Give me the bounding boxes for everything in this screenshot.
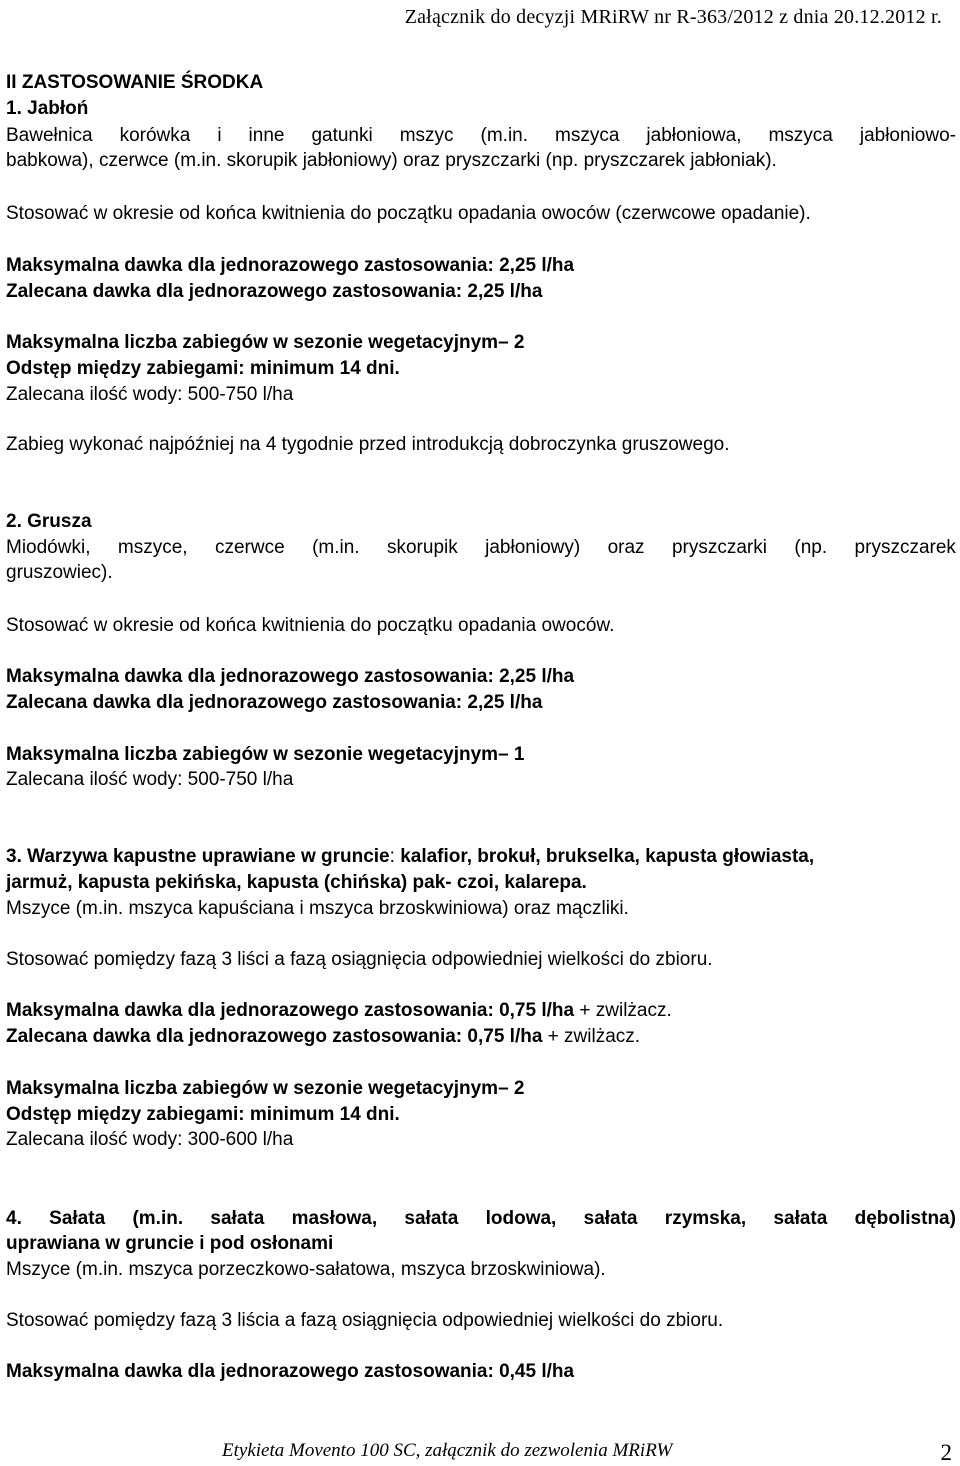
document-footer: Etykieta Movento 100 SC, załącznik do zezwolenia MRiRW (222, 1440, 673, 1461)
word: sałata (210, 1208, 265, 1229)
word: sałata (773, 1208, 828, 1229)
brassica-max-dose-suffix: + zwilżacz. (574, 1000, 672, 1021)
brassica-timing: Stosować pomiędzy fazą 3 liści a fazą osiągnięcia odpowiedniej wielkości do zbioru. (6, 949, 713, 970)
brassica-rec-dose-line (6, 1026, 640, 1048)
brassica-title-colon: : (389, 846, 401, 867)
brassica-interval: Odstęp między zabiegami: minimum 14 dni. (6, 1104, 400, 1125)
brassica-pests: Mszyce (m.in. mszyca kapuściana i mszyca brzoskwiniowa) oraz mączliki. (6, 898, 629, 919)
word: sałata (404, 1208, 459, 1229)
brassica-rec-dose-suffix: + zwilżacz. (542, 1026, 641, 1047)
word: jabłoniowy) (485, 537, 581, 558)
word: skorupik (386, 537, 458, 558)
crop-title-pear: 2. Grusza (6, 511, 92, 532)
word: inne (248, 125, 285, 146)
section-title: II ZASTOSOWANIE ŚRODKA (6, 72, 264, 93)
brassica-max-treatments: Maksymalna liczba zabiegów w sezonie wegetacyjnym– 2 (6, 1078, 525, 1099)
crop-title-lettuce-line-2: uprawiana w gruncie i pod osłonami (6, 1233, 334, 1254)
word: (m.in. (312, 537, 360, 558)
word: (m.in. (480, 125, 529, 146)
pear-timing: Stosować w okresie od końca kwitnienia do początku opadania owoców. (6, 615, 615, 636)
apple-recommended-dose: Zalecana dawka dla jednorazowego zastosowania: 2,25 l/ha (6, 281, 543, 302)
word: Bawełnica (6, 125, 93, 146)
word: Miodówki, (6, 537, 91, 558)
lettuce-timing: Stosować pomiędzy fazą 3 liścia a fazą osiągnięcia odpowiedniej wielkości do zbioru. (6, 1310, 724, 1331)
pear-pests-line-1 (6, 537, 956, 559)
word: Sałata (49, 1208, 106, 1229)
apple-timing: Stosować w okresie od końca kwitnienia do początku opadania owoców (czerwcowe opadanie). (6, 203, 811, 224)
brassica-title-crops: kalafior, brokuł, brukselka, kapusta głowiasta, (400, 846, 815, 867)
word: mszyca (768, 125, 833, 146)
apple-pests-line-1 (6, 125, 956, 147)
pear-water-volume: Zalecana ilość wody: 500-750 l/ha (6, 769, 294, 790)
apple-note: Zabieg wykonać najpóźniej na 4 tygodnie przed introdukcją dobroczynka gruszowego. (6, 434, 730, 455)
lettuce-max-dose: Maksymalna dawka dla jednorazowego zastosowania: 0,45 l/ha (6, 1361, 575, 1382)
page-number: 2 (940, 1440, 952, 1465)
word: sałata (583, 1208, 638, 1229)
brassica-max-dose-line (6, 1000, 672, 1022)
word: jabłoniowa, (646, 125, 742, 146)
word: (np. (794, 537, 828, 558)
brassica-water-volume: Zalecana ilość wody: 300-600 l/ha (6, 1129, 294, 1150)
brassica-recommended-dose: Zalecana dawka dla jednorazowego zastosowania: 0,75 l/ha (6, 1026, 543, 1047)
crop-title-brassica-line-1 (6, 846, 814, 868)
pear-recommended-dose: Zalecana dawka dla jednorazowego zastosowania: 2,25 l/ha (6, 692, 543, 713)
document-header: Załącznik do decyzji MRiRW nr R-363/2012 z dnia 20.12.2012 r. (404, 6, 942, 28)
word: korówka (119, 125, 191, 146)
apple-max-treatments: Maksymalna liczba zabiegów w sezonie wegetacyjnym– 2 (6, 332, 525, 353)
word: dębolistna) (854, 1208, 956, 1229)
word: lodowa, (485, 1208, 557, 1229)
pear-max-dose: Maksymalna dawka dla jednorazowego zastosowania: 2,25 l/ha (6, 666, 575, 687)
word: pryszczarek (854, 537, 956, 558)
lettuce-pests: Mszyce (m.in. mszyca porzeczkowo-sałatowa, mszyca brzoskwiniowa). (6, 1259, 606, 1280)
pear-pests-line-2: gruszowiec). (6, 562, 113, 583)
pear-max-treatments: Maksymalna liczba zabiegów w sezonie wegetacyjnym– 1 (6, 744, 525, 765)
word: (m.in. (132, 1208, 184, 1229)
word: mszyc (399, 125, 454, 146)
word: i (217, 125, 222, 146)
crop-title-apple: 1. Jabłoń (6, 98, 89, 119)
word: oraz (607, 537, 645, 558)
word: 4. (6, 1208, 22, 1229)
word: pryszczarki (671, 537, 767, 558)
apple-water-volume: Zalecana ilość wody: 500-750 l/ha (6, 384, 294, 405)
word: gatunki (311, 125, 373, 146)
brassica-max-dose: Maksymalna dawka dla jednorazowego zastosowania: 0,75 l/ha (6, 1000, 575, 1021)
crop-title-brassica-line-2: jarmuż, kapusta pekińska, kapusta (chińska) pak- czoi, kalarepa. (6, 872, 587, 893)
crop-title-lettuce-line-1 (6, 1208, 956, 1230)
brassica-title-main: 3. Warzywa kapustne uprawiane w gruncie (6, 846, 390, 867)
word: mszyce, (117, 537, 188, 558)
word: rzymska, (664, 1208, 747, 1229)
word: jabłoniowo- (859, 125, 956, 146)
word: masłowa, (291, 1208, 378, 1229)
apple-interval: Odstęp między zabiegami: minimum 14 dni. (6, 358, 400, 379)
word: mszyca (555, 125, 620, 146)
word: czerwce (214, 537, 285, 558)
apple-max-dose: Maksymalna dawka dla jednorazowego zastosowania: 2,25 l/ha (6, 255, 575, 276)
apple-pests-line-2: babkowa), czerwce (m.in. skorupik jabłoniowy) oraz pryszczarki (np. pryszczarek jabłoniak). (6, 150, 777, 171)
